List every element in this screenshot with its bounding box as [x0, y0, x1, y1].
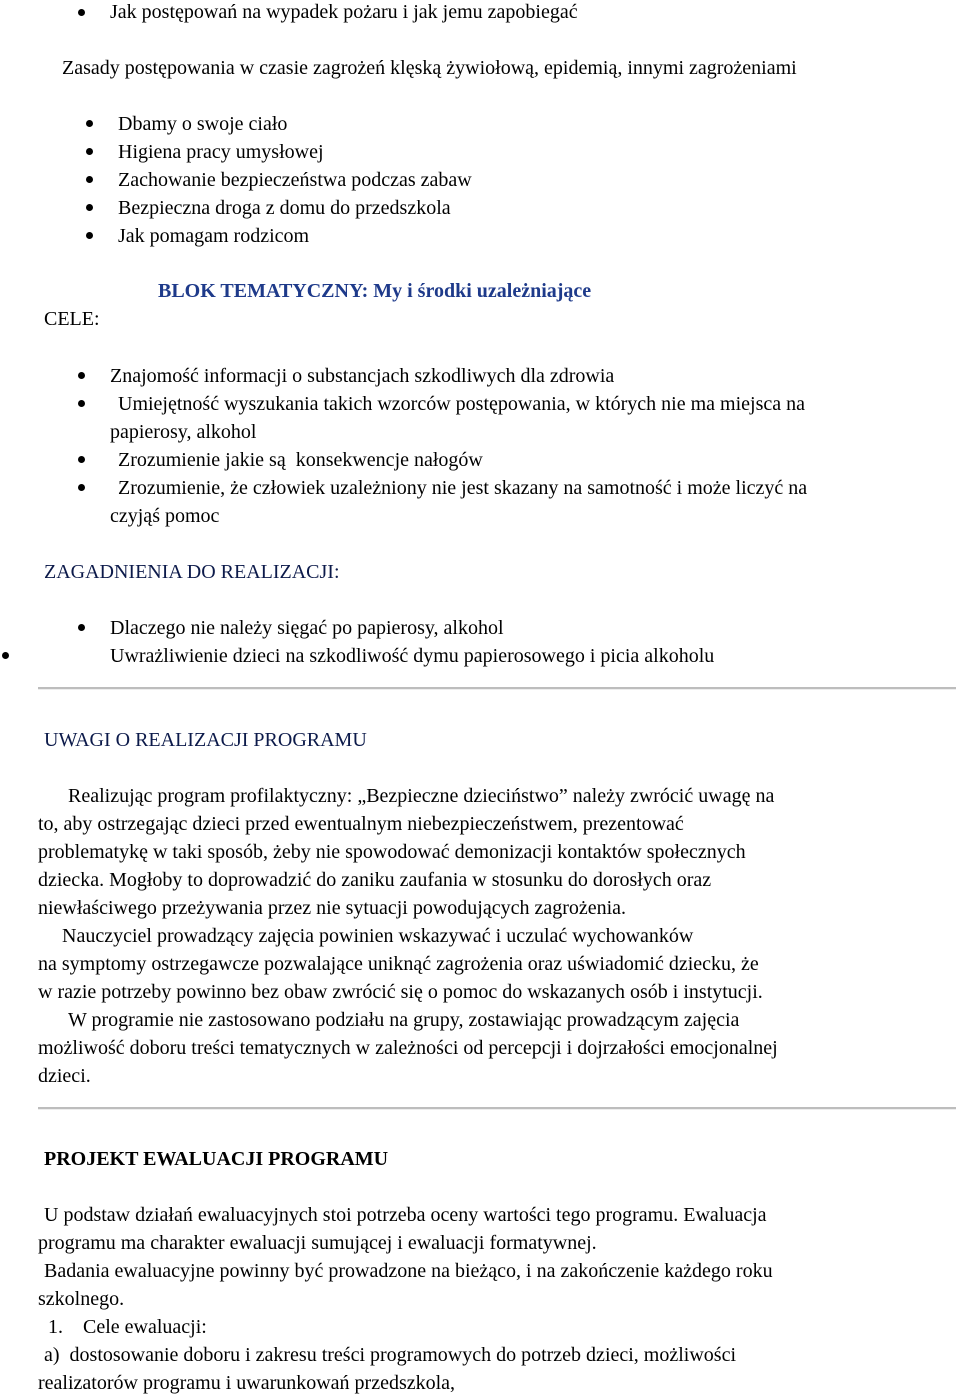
paragraph-line: U podstaw działań ewaluacyjnych stoi potrzeba oceny wartości tego programu. Ewaluacja	[44, 1204, 767, 1226]
list-bullet	[86, 232, 93, 239]
list-item: Bezpieczna droga z domu do przedszkola	[118, 197, 451, 219]
list-bullet	[86, 148, 93, 155]
section-heading: PROJEKT EWALUACJI PROGRAMU	[44, 1148, 389, 1170]
list-bullet	[86, 176, 93, 183]
paragraph-line: szkolnego.	[38, 1288, 125, 1310]
paragraph-line: Realizując program profilaktyczny: „Bezpieczne dzieciństwo” należy zwrócić uwagę na	[68, 785, 775, 807]
list-item: Zrozumienie jakie są konsekwencje nałogów	[118, 449, 483, 471]
list-item: Jak pomagam rodzicom	[118, 225, 310, 247]
list-bullet	[78, 400, 85, 407]
list-item: Umiejętność wyszukania takich wzorców postępowania, w których nie ma miejsca na	[118, 393, 806, 415]
list-item: Zrozumienie, że człowiek uzależniony nie jest skazany na samotność i może liczyć na	[118, 477, 808, 499]
paragraph-line: dziecka. Mogłoby to doprowadzić do zaniku zaufania w stosunku do dorosłych oraz	[38, 869, 712, 891]
list-bullet	[78, 484, 85, 491]
list-item: Znajomość informacji o substancjach szkodliwych dla zdrowia	[110, 365, 615, 387]
list-item: Higiena pracy umysłowej	[118, 141, 324, 163]
list-item: Dbamy o swoje ciało	[118, 113, 288, 135]
divider	[38, 1107, 956, 1110]
list-bullet	[78, 372, 85, 379]
list-bullet	[78, 9, 85, 16]
list-item: Zachowanie bezpieczeństwa podczas zabaw	[118, 169, 472, 191]
paragraph-line: dzieci.	[38, 1065, 91, 1087]
section-heading: ZAGADNIENIA DO REALIZACJI:	[44, 561, 340, 583]
paragraph-line: na symptomy ostrzegawcze pozwalające uniknąć zagrożenia oraz uświadomić dziecku, że	[38, 953, 759, 975]
paragraph-line: Badania ewaluacyjne powinny być prowadzone na bieżąco, i na zakończenie każdego roku	[44, 1260, 773, 1282]
section-text: Zasady postępowania w czasie zagrożeń klęską żywiołową, epidemią, innymi zagrożeniami	[62, 57, 797, 79]
list-bullet	[86, 204, 93, 211]
numbered-item: 1. Cele ewaluacji:	[48, 1316, 207, 1338]
paragraph-line: możliwość doboru treści tematycznych w zależności od percepcji i dojrzałości emocjonalnej	[38, 1037, 778, 1059]
list-item-continuation: czyjąś pomoc	[110, 505, 220, 527]
paragraph-line: w razie potrzeby powinno bez obaw zwrócić się o pomoc do wskazanych osób i instytucji.	[38, 981, 763, 1003]
list-bullet	[2, 652, 9, 659]
section-heading: UWAGI O REALIZACJI PROGRAMU	[44, 729, 367, 751]
paragraph-line: problematykę w taki sposób, żeby nie spowodować demonizacji kontaktów społecznych	[38, 841, 746, 863]
cele-label: CELE:	[44, 308, 100, 330]
paragraph-line: realizatorów programu i uwarunkowań przedszkola,	[38, 1372, 456, 1394]
lettered-item: a) dostosowanie doboru i zakresu treści programowych do potrzeb dzieci, możliwości	[44, 1344, 737, 1366]
paragraph-line: niewłaściwego przeżywania przez nie sytuacji powodujących zagrożenia.	[38, 897, 627, 919]
list-bullet	[78, 456, 85, 463]
list-item: Uwrażliwienie dzieci na szkodliwość dymu papierosowego i picia alkoholu	[110, 645, 715, 667]
list-bullet	[86, 120, 93, 127]
list-item-continuation: papierosy, alkohol	[110, 421, 257, 443]
divider	[38, 687, 956, 690]
paragraph-line: programu ma charakter ewaluacji sumującej i ewaluacji formatywnej.	[38, 1232, 597, 1254]
list-bullet	[78, 624, 85, 631]
list-item: Dlaczego nie należy sięgać po papierosy, alkohol	[110, 617, 504, 639]
paragraph-line: to, aby ostrzegając dzieci przed ewentualnym niebezpieczeństwem, prezentować	[38, 813, 684, 835]
block-title: BLOK TEMATYCZNY: My i środki uzależniające	[158, 280, 592, 302]
list-item: Jak postępowań na wypadek pożaru i jak jemu zapobiegać	[110, 1, 578, 23]
paragraph-line: W programie nie zastosowano podziału na grupy, zostawiając prowadzącym zajęcia	[68, 1009, 740, 1031]
paragraph-line: Nauczyciel prowadzący zajęcia powinien wskazywać i uczulać wychowanków	[62, 925, 694, 947]
